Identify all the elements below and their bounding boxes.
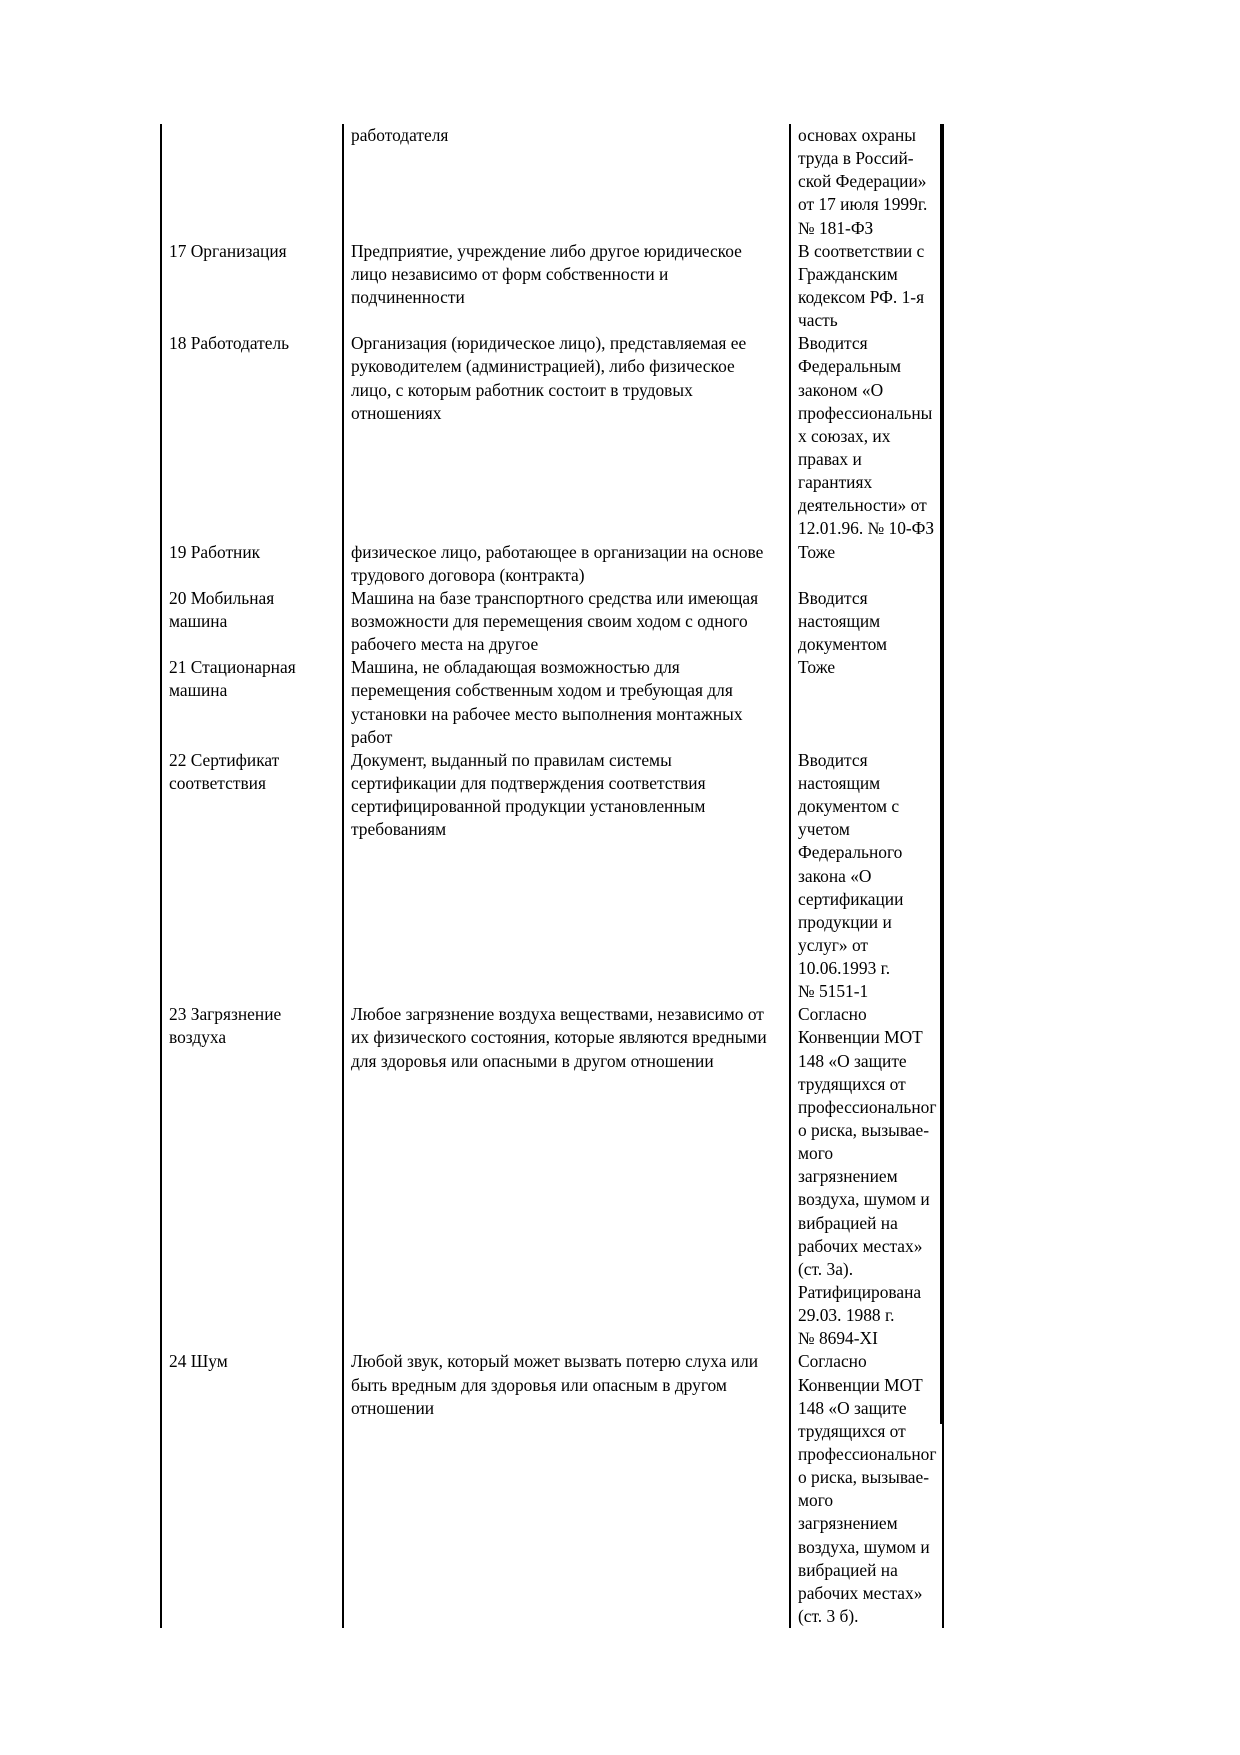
text-line: руководителем (администрацией), либо физическое bbox=[351, 356, 735, 377]
text-line: их физического состояния, которые являются вредными bbox=[351, 1027, 767, 1048]
text-line: Предприятие, учреждение либо другое юридическое bbox=[351, 240, 742, 261]
text-line: подчиненности bbox=[351, 286, 465, 307]
cell-definition bbox=[343, 1003, 790, 1350]
text-line: (ст. 3 б). bbox=[798, 1606, 859, 1626]
text-line: № 8694-XI bbox=[798, 1328, 878, 1349]
text-line: отношении bbox=[351, 1397, 435, 1418]
text-line: воздуха, шумом и bbox=[798, 1536, 930, 1557]
text-line: Машина на базе транспортного средства или имеющая bbox=[351, 587, 759, 608]
text-line: № 181-ФЗ bbox=[798, 217, 874, 238]
text-line: ской Федерации» bbox=[798, 171, 927, 192]
text-line: трудящихся от bbox=[798, 1420, 906, 1441]
table-row bbox=[161, 332, 943, 540]
text-line: Согласно bbox=[798, 1004, 867, 1025]
text-line: о риска, вызывае- bbox=[798, 1120, 930, 1141]
cell-term bbox=[161, 541, 343, 587]
text-line: Вводится bbox=[798, 749, 868, 770]
text-line: требованиям bbox=[351, 819, 447, 840]
cell-term bbox=[161, 332, 343, 540]
text-line: физическое лицо, работающее в организации на основе bbox=[351, 541, 764, 562]
text-line: 148 «О защите bbox=[798, 1397, 907, 1418]
text-line: настоящим bbox=[798, 772, 881, 793]
text-line: мого загрязнением bbox=[798, 1143, 898, 1187]
text-line: В соответствии с bbox=[798, 240, 925, 261]
table-row bbox=[161, 587, 943, 656]
text-line: Любое загрязнение воздуха веществами, независимо от bbox=[351, 1004, 764, 1025]
table-row bbox=[161, 1003, 943, 1350]
text-line: лицо независимо от форм собственности и bbox=[351, 263, 669, 284]
text-line: отношениях bbox=[351, 402, 442, 423]
text-line: документом bbox=[798, 634, 887, 655]
text-line: Конвенции МОТ bbox=[798, 1374, 923, 1395]
text-line: Согласно bbox=[798, 1351, 867, 1372]
cell-term bbox=[161, 240, 343, 333]
text-line: 22 Сертификат bbox=[169, 749, 280, 770]
table-row bbox=[161, 124, 943, 240]
text-line: вибрацией на bbox=[798, 1559, 898, 1580]
text-line: воздуха, шумом и bbox=[798, 1189, 930, 1210]
cell-definition bbox=[343, 541, 790, 587]
text-line: перемещения собственным ходом и требующая для bbox=[351, 680, 733, 701]
table-row bbox=[161, 749, 943, 1004]
text-line: Федерального bbox=[798, 842, 903, 863]
cell-definition bbox=[343, 240, 790, 333]
text-line: правах и bbox=[798, 448, 862, 469]
text-line: Гражданским bbox=[798, 263, 898, 284]
table-row bbox=[161, 541, 943, 587]
text-line: настоящим bbox=[798, 610, 881, 631]
text-line: 21 Стационарная bbox=[169, 657, 296, 678]
cell-source bbox=[790, 240, 943, 333]
cell-term bbox=[161, 1350, 343, 1628]
text-line: 29.03. 1988 г. bbox=[798, 1305, 895, 1326]
table-row bbox=[161, 240, 943, 333]
cell-source bbox=[790, 587, 943, 656]
text-line: 12.01.96. № 10-ФЗ bbox=[798, 518, 935, 539]
text-line: учетом bbox=[798, 819, 850, 840]
text-line: Организация (юридическое лицо), представляемая ее bbox=[351, 333, 747, 354]
text-line: сертификации bbox=[798, 888, 904, 909]
text-line: сертификации для подтверждения соответствия bbox=[351, 772, 706, 793]
text-line: документом с bbox=[798, 796, 900, 817]
cell-source bbox=[790, 124, 943, 240]
cell-source bbox=[790, 656, 943, 749]
text-line: рабочих местах» bbox=[798, 1582, 923, 1603]
cell-term bbox=[161, 124, 343, 240]
table-body bbox=[161, 124, 943, 1628]
text-line: Документ, выданный по правилам системы bbox=[351, 749, 672, 770]
text-line: трудящихся от bbox=[798, 1073, 906, 1094]
text-line: № 5151-1 bbox=[798, 981, 869, 1002]
text-line: кодексом РФ. 1-я bbox=[798, 286, 925, 307]
text-line: 23 Загрязнение bbox=[169, 1004, 282, 1025]
text-line: о риска, вызывае- bbox=[798, 1467, 930, 1488]
text-line: 148 «О защите bbox=[798, 1050, 907, 1071]
cell-definition bbox=[343, 124, 790, 240]
terms-table-container bbox=[160, 124, 942, 1628]
text-line: 10.06.1993 г. bbox=[798, 958, 891, 979]
cell-definition bbox=[343, 332, 790, 540]
cell-term bbox=[161, 1003, 343, 1350]
text-line: рабочих местах» bbox=[798, 1235, 923, 1256]
text-line: Федеральным bbox=[798, 356, 901, 377]
text-line: услуг» от bbox=[798, 934, 869, 955]
text-line: 20 Мобильная bbox=[169, 587, 275, 608]
text-line: от 17 июля 1999г. bbox=[798, 194, 928, 215]
text-line: Тоже bbox=[798, 657, 836, 678]
cell-term bbox=[161, 587, 343, 656]
text-line: законом «О bbox=[798, 379, 884, 400]
text-line: работ bbox=[351, 726, 393, 747]
text-line: для здоровья или опасными в другом отношении bbox=[351, 1050, 714, 1071]
text-line: машина bbox=[169, 610, 228, 631]
text-line: гарантиях bbox=[798, 472, 873, 493]
terminology-definitions-table bbox=[160, 124, 944, 1628]
cell-definition bbox=[343, 1350, 790, 1628]
cell-definition bbox=[343, 749, 790, 1004]
text-line: мого загрязнением bbox=[798, 1490, 898, 1534]
text-line: профессиональног bbox=[798, 1444, 937, 1465]
cell-definition bbox=[343, 587, 790, 656]
text-line: сертифицированной продукции установленным bbox=[351, 796, 706, 817]
text-line: 18 Работодатель bbox=[169, 333, 290, 354]
text-line: профессиональног bbox=[798, 1096, 937, 1117]
text-line: соответствия bbox=[169, 772, 266, 793]
text-line: вибрацией на bbox=[798, 1212, 898, 1233]
text-line: (ст. 3а). bbox=[798, 1258, 854, 1279]
text-line: Тоже bbox=[798, 541, 836, 562]
cell-definition bbox=[343, 656, 790, 749]
cell-source bbox=[790, 749, 943, 1004]
text-line: деятельности» от bbox=[798, 495, 927, 516]
text-line: 17 Организация bbox=[169, 240, 287, 261]
text-line: х союзах, их bbox=[798, 425, 891, 446]
cell-source bbox=[790, 332, 943, 540]
text-line: работодателя bbox=[351, 125, 449, 145]
text-line: возможности для перемещения своим ходом с одного bbox=[351, 610, 748, 631]
cell-source bbox=[790, 1350, 943, 1628]
text-line: установки на рабочее место выполнения монтажных bbox=[351, 703, 743, 724]
text-line: закона «О bbox=[798, 865, 872, 886]
text-line: лицо, с которым работник состоит в трудовых bbox=[351, 379, 693, 400]
text-line: Вводится bbox=[798, 587, 868, 608]
text-line: продукции и bbox=[798, 911, 892, 932]
cell-term bbox=[161, 749, 343, 1004]
text-line: 24 Шум bbox=[169, 1351, 228, 1372]
cell-source bbox=[790, 541, 943, 587]
text-line: рабочего места на другое bbox=[351, 634, 539, 655]
cell-term bbox=[161, 656, 343, 749]
text-line: трудового договора (контракта) bbox=[351, 564, 585, 585]
table-row bbox=[161, 1350, 943, 1628]
text-line: основах охраны bbox=[798, 125, 916, 145]
cell-source bbox=[790, 1003, 943, 1350]
text-line: 19 Работник bbox=[169, 541, 261, 562]
text-line: Ратифицирована bbox=[798, 1282, 922, 1303]
text-line: воздуха bbox=[169, 1027, 227, 1048]
text-line: Вводится bbox=[798, 333, 868, 354]
text-line: Любой звук, который может вызвать потерю слуха или bbox=[351, 1351, 759, 1372]
text-line: часть bbox=[798, 310, 838, 331]
table-row bbox=[161, 656, 943, 749]
text-line: профессиональны bbox=[798, 402, 933, 423]
text-line: Конвенции МОТ bbox=[798, 1027, 923, 1048]
text-line: машина bbox=[169, 680, 228, 701]
text-line: быть вредным для здоровья или опасным в другом bbox=[351, 1374, 727, 1395]
text-line: Машина, не обладающая возможностью для bbox=[351, 657, 680, 678]
text-line: труда в Россий- bbox=[798, 148, 914, 169]
